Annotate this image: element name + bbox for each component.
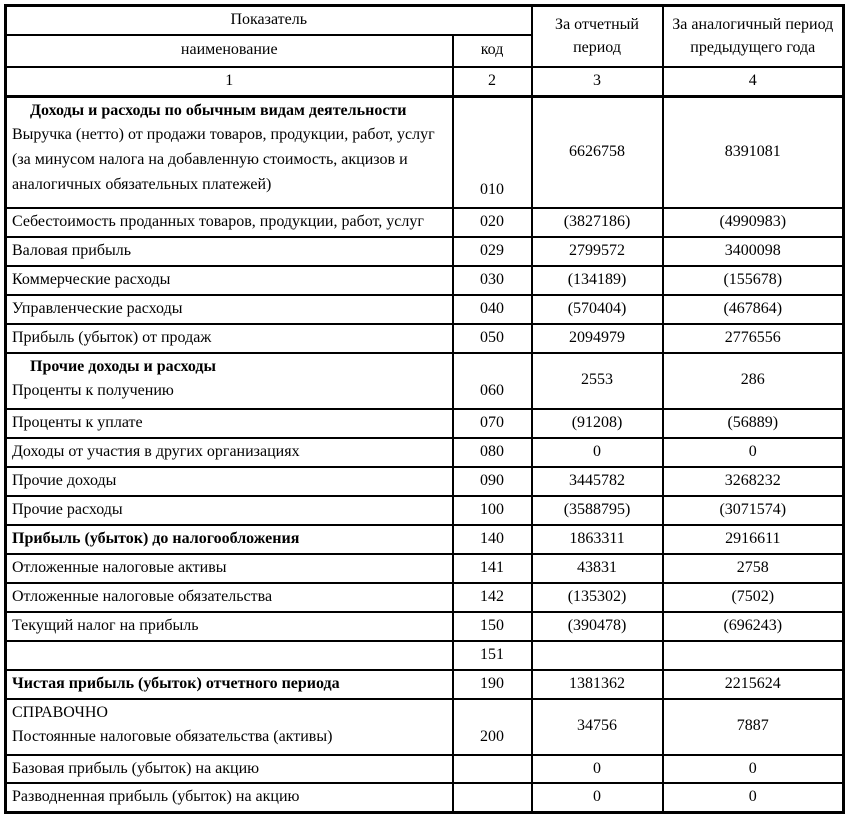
indicator-name-cell: Разводненная прибыль (убыток) на акцию [6, 783, 453, 812]
indicator-name-cell: Коммерческие расходы [6, 266, 453, 295]
previous-period-value: 8391081 [663, 96, 844, 208]
table-row-net-profit [6, 670, 844, 699]
previous-period-value: (3071574) [663, 496, 844, 525]
indicator-name-cell: Управленческие расходы [6, 295, 453, 324]
indicator-name-cell: Валовая прибыль [6, 237, 453, 266]
table-row-current-income-tax [6, 612, 844, 641]
previous-period-value: 0 [663, 783, 844, 812]
previous-period-value: 2776556 [663, 324, 844, 353]
table-row-sales-profit [6, 324, 844, 353]
current-period-value: 2553 [532, 353, 663, 409]
code-cell: 080 [453, 438, 532, 467]
indicator-name-cell: Отложенные налоговые обязательства [6, 583, 453, 612]
previous-period-value: (4990983) [663, 208, 844, 237]
current-period-value: (3827186) [532, 208, 663, 237]
indicator-name-cell: Базовая прибыль (убыток) на акцию [6, 755, 453, 784]
previous-period-value: (467864) [663, 295, 844, 324]
previous-period-value: 2758 [663, 554, 844, 583]
code-cell: 029 [453, 237, 532, 266]
previous-period-value: 0 [663, 755, 844, 784]
previous-period-value: 2916611 [663, 525, 844, 554]
table-row-deferred-tax-assets [6, 554, 844, 583]
code-cell: 010 [453, 96, 532, 208]
code-cell: 200 [453, 699, 532, 755]
current-period-value: (3588795) [532, 496, 663, 525]
code-cell: 150 [453, 612, 532, 641]
current-period-value: 0 [532, 755, 663, 784]
indicator-name-cell [6, 699, 453, 755]
current-period-value: 2094979 [532, 324, 663, 353]
indicator-name-cell: Чистая прибыль (убыток) отчетного периода [6, 670, 453, 699]
table-row-revenue [6, 96, 844, 208]
section-title: Доходы и расходы по обычным видам деятельности [30, 101, 407, 119]
table-row-pretax-profit [6, 525, 844, 554]
previous-period-value: 3268232 [663, 467, 844, 496]
table-row-interest-payable [6, 409, 844, 438]
code-cell: 030 [453, 266, 532, 295]
current-period-value: 0 [532, 438, 663, 467]
indicator-name: Выручка (нетто) от продажи товаров, продукции, работ, услуг (за минусом налога на добавленную стоимость, акцизов и аналогичных обязательных платежей) [12, 126, 435, 193]
previous-period-value [663, 641, 844, 670]
table-row-commercial-expenses [6, 266, 844, 295]
previous-period-value: (56889) [663, 409, 844, 438]
previous-period-value: 0 [663, 438, 844, 467]
current-period-value: 1381362 [532, 670, 663, 699]
indicator-name-cell [6, 641, 453, 670]
table-row-diluted-eps [6, 783, 844, 812]
code-cell: 190 [453, 670, 532, 699]
column-number-1: 1 [6, 67, 453, 96]
indicator-name-cell: Прочие доходы [6, 467, 453, 496]
code-cell: 151 [453, 641, 532, 670]
header-current-period [532, 6, 663, 67]
current-period-value: 1863311 [532, 525, 663, 554]
indicator-name-cell: Текущий налог на прибыль [6, 612, 453, 641]
code-cell: 100 [453, 496, 532, 525]
current-period-value: (91208) [532, 409, 663, 438]
current-period-value: (134189) [532, 266, 663, 295]
indicator-name-cell [6, 353, 453, 409]
table-row-administrative-expenses [6, 295, 844, 324]
previous-period-value: (696243) [663, 612, 844, 641]
header-row-column-numbers [6, 67, 844, 96]
code-cell [453, 755, 532, 784]
income-statement-table [4, 4, 845, 814]
section-title: СПРАВОЧНО [12, 703, 108, 721]
table-row-other-expenses [6, 496, 844, 525]
indicator-name: Проценты к получению [12, 382, 174, 400]
table-row-basic-eps [6, 755, 844, 784]
indicator-name-cell: Доходы от участия в других организациях [6, 438, 453, 467]
column-number-4: 4 [663, 67, 844, 96]
code-cell: 141 [453, 554, 532, 583]
current-period-value: 0 [532, 783, 663, 812]
header-code: код [453, 35, 532, 67]
table-row-permanent-tax-liabilities [6, 699, 844, 755]
previous-period-value: 7887 [663, 699, 844, 755]
table-row-participation-income [6, 438, 844, 467]
table-row-deferred-tax-liabilities [6, 583, 844, 612]
indicator-name-cell: Отложенные налоговые активы [6, 554, 453, 583]
table-row-interest-receivable [6, 353, 844, 409]
current-period-value: 6626758 [532, 96, 663, 208]
table-row-gross-profit [6, 237, 844, 266]
indicator-name-cell: Проценты к уплате [6, 409, 453, 438]
header-row-indicator [6, 6, 844, 35]
current-period-value: (390478) [532, 612, 663, 641]
section-title: Прочие доходы и расходы [30, 357, 217, 375]
code-cell: 050 [453, 324, 532, 353]
column-number-3: 3 [532, 67, 663, 96]
previous-period-value: (7502) [663, 583, 844, 612]
header-previous-period [663, 6, 844, 67]
indicator-name-cell [6, 96, 453, 208]
table-row-151-empty [6, 641, 844, 670]
current-period-value: 43831 [532, 554, 663, 583]
code-cell: 020 [453, 208, 532, 237]
indicator-name-cell: Себестоимость проданных товаров, продукции, работ, услуг [6, 208, 453, 237]
header-previous-period-label: За аналогичный период предыдущего года [672, 16, 834, 57]
code-cell: 142 [453, 583, 532, 612]
header-indicator: Показатель [6, 6, 532, 35]
code-cell: 140 [453, 525, 532, 554]
current-period-value: 34756 [532, 699, 663, 755]
previous-period-value: 2215624 [663, 670, 844, 699]
indicator-name-cell: Прибыль (убыток) от продаж [6, 324, 453, 353]
current-period-value: 3445782 [532, 467, 663, 496]
code-cell [453, 783, 532, 812]
indicator-name: Постоянные налоговые обязательства (активы) [12, 728, 333, 746]
column-number-2: 2 [453, 67, 532, 96]
indicator-name-cell: Прочие расходы [6, 496, 453, 525]
code-cell: 070 [453, 409, 532, 438]
current-period-value: (570404) [532, 295, 663, 324]
code-cell: 090 [453, 467, 532, 496]
current-period-value: (135302) [532, 583, 663, 612]
header-current-period-label: За отчетный период [555, 16, 639, 57]
current-period-value [532, 641, 663, 670]
indicator-name-cell: Прибыль (убыток) до налогообложения [6, 525, 453, 554]
header-name: наименование [6, 35, 453, 67]
previous-period-value: (155678) [663, 266, 844, 295]
code-cell: 060 [453, 353, 532, 409]
current-period-value: 2799572 [532, 237, 663, 266]
previous-period-value: 3400098 [663, 237, 844, 266]
table-row-other-income [6, 467, 844, 496]
previous-period-value: 286 [663, 353, 844, 409]
code-cell: 040 [453, 295, 532, 324]
table-row-cost-of-sales [6, 208, 844, 237]
